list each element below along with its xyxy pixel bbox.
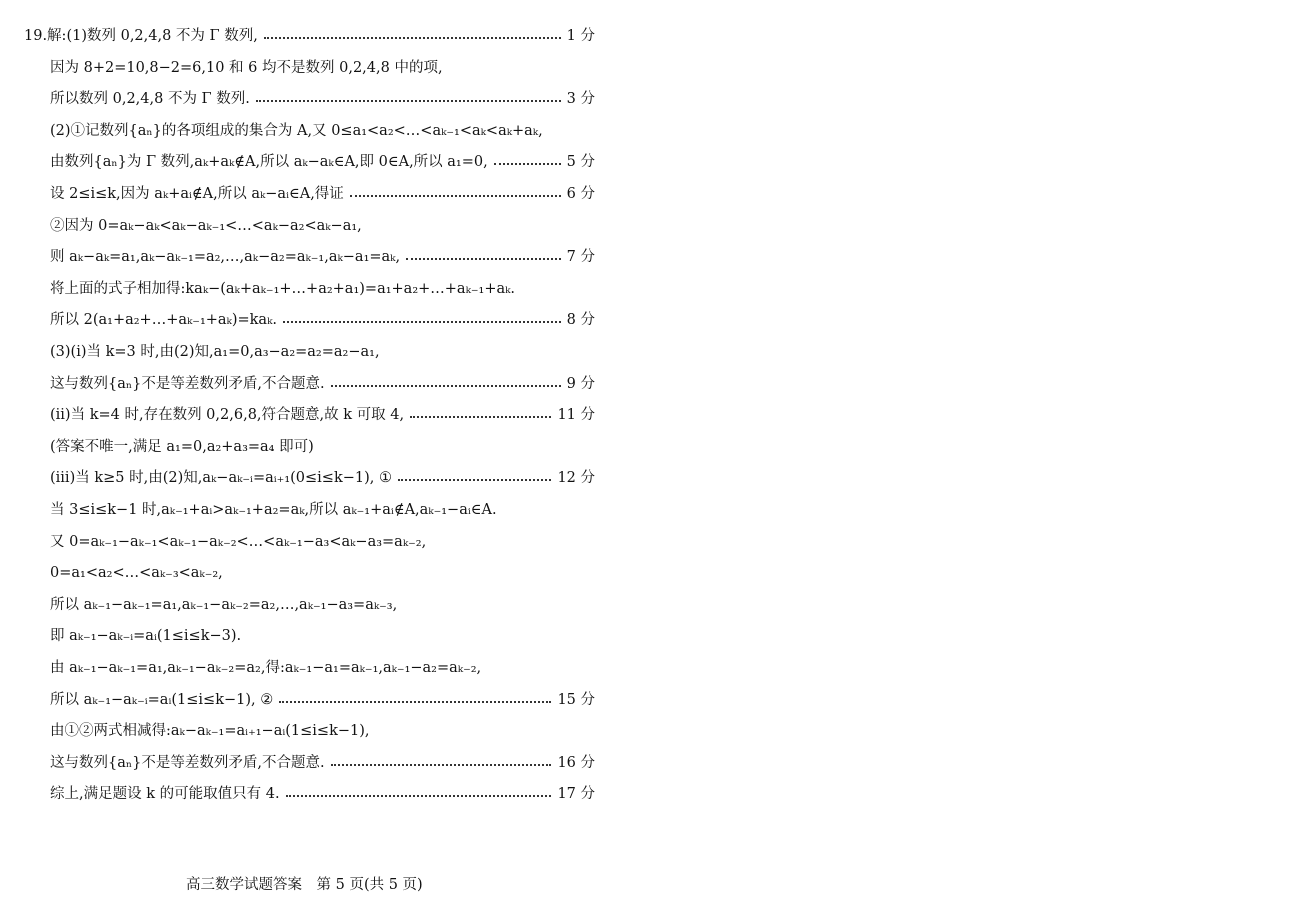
solution-line <box>50 686 595 714</box>
score-label: 16 分 <box>557 754 595 771</box>
dotted-leader <box>398 479 551 481</box>
score-label: 7 分 <box>566 249 595 266</box>
solution-line <box>50 338 595 366</box>
solution-line-text: 0=a₁<a₂<…<aₖ₋₃<aₖ₋₂, <box>50 565 223 582</box>
solution-line <box>50 622 595 650</box>
dotted-leader <box>331 385 561 387</box>
score-label: 12 分 <box>557 470 595 487</box>
dotted-leader <box>331 764 552 766</box>
solution-line <box>50 717 595 745</box>
solution-line <box>50 370 595 398</box>
score-label: 17 分 <box>557 786 595 803</box>
solution-line <box>50 180 595 208</box>
solution-line <box>50 85 595 113</box>
solution-line-text: (3)(i)当 k=3 时,由(2)知,a₁=0,a₃−a₂=a₂=a₂−a₁, <box>50 344 380 360</box>
solution-line <box>50 117 595 145</box>
score-label: 9 分 <box>566 375 595 392</box>
solution-line-text: 由数列{aₙ}为 Γ 数列,aₖ+aₖ∉A,所以 aₖ−aₖ∈A,即 0∈A,所以 a₁=0, <box>50 154 488 171</box>
solution-line-text: (2)①记数列{aₙ}的各项组成的集合为 A,又 0≤a₁<a₂<…<aₖ₋₁<aₖ<aₖ+aₖ, <box>50 122 543 139</box>
solution-line-text: 即 aₖ₋₁−aₖ₋ᵢ=aᵢ(1≤i≤k−3). <box>50 628 242 645</box>
dotted-leader <box>494 163 561 165</box>
solution-line-text: 所以 2(a₁+a₂+…+aₖ₋₁+aₖ)=kaₖ. <box>50 312 277 329</box>
score-label: 3 分 <box>566 91 595 108</box>
dotted-leader <box>286 795 552 797</box>
solution-line-text: 所以 aₖ₋₁−aₖ₋₁=a₁,aₖ₋₁−aₖ₋₂=a₂,…,aₖ₋₁−a₃=aₖ₋₃, <box>50 596 398 613</box>
score-label: 11 分 <box>557 407 595 424</box>
solution-line-text: 又 0=aₖ₋₁−aₖ₋₁<aₖ₋₁−aₖ₋₂<…<aₖ₋₁−a₃<aₖ−a₃=aₖ₋₂, <box>50 533 427 550</box>
solution-line-text: 所以 aₖ₋₁−aₖ₋ᵢ=aᵢ(1≤i≤k−1), ② <box>50 691 274 708</box>
dotted-leader <box>279 701 551 703</box>
solution-line-text: 综上,满足题设 k 的可能取值只有 4. <box>50 786 280 803</box>
solution-line-text: 当 3≤i≤k−1 时,aₖ₋₁+aᵢ>aₖ₋₁+a₂=aₖ,所以 aₖ₋₁+aᵢ∉A,aₖ₋₁−aᵢ∈A. <box>50 502 497 518</box>
solution-line <box>50 148 595 176</box>
score-label: 6 分 <box>566 186 595 202</box>
solution-line-text: 由 aₖ₋₁−aₖ₋₁=a₁,aₖ₋₁−aₖ₋₂=a₂,得:aₖ₋₁−a₁=aₖ₋₁,aₖ₋₁−a₂=aₖ₋₂, <box>50 660 482 676</box>
solution-line <box>50 401 595 429</box>
solution-line <box>50 496 595 524</box>
solution-line-text: (iii)当 k≥5 时,由(2)知,aₖ−aₖ₋ᵢ=aᵢ₊₁(0≤i≤k−1), ① <box>50 470 392 487</box>
solution-line-text: 则 aₖ−aₖ=a₁,aₖ−aₖ₋₁=a₂,…,aₖ−a₂=aₖ₋₁,aₖ−a₁=aₖ, <box>50 249 401 266</box>
solution-line <box>50 275 595 303</box>
solution-line <box>50 464 595 492</box>
dotted-leader <box>350 195 561 197</box>
solution-line-text: 因为 8+2=10,8−2=6,10 和 6 均不是数列 0,2,4,8 中的项, <box>50 59 443 76</box>
page-footer: 高三数学试题答案 第 5 页(共 5 页) <box>186 877 423 893</box>
solution-line <box>50 212 595 240</box>
dotted-leader <box>264 37 561 39</box>
solution-line <box>50 749 595 777</box>
solution-line-text: (ii)当 k=4 时,存在数列 0,2,6,8,符合题意,故 k 可取 4, <box>50 407 405 424</box>
solution-line <box>50 243 595 271</box>
solution-line <box>50 559 595 587</box>
dotted-leader <box>406 258 561 260</box>
score-label: 1 分 <box>566 28 595 44</box>
solution-line <box>50 654 595 682</box>
solution-line-text: 由①②两式相减得:aₖ−aₖ₋₁=aᵢ₊₁−aᵢ(1≤i≤k−1), <box>50 723 370 740</box>
dotted-leader <box>256 100 561 102</box>
solution-line-text: 这与数列{aₙ}不是等差数列矛盾,不合题意. <box>50 375 325 392</box>
solution-line-text: (答案不唯一,满足 a₁=0,a₂+a₃=a₄ 即可) <box>50 438 314 455</box>
solution-line <box>24 22 595 50</box>
score-label: 5 分 <box>566 154 595 171</box>
solution-line-text: 这与数列{aₙ}不是等差数列矛盾,不合题意. <box>50 754 325 771</box>
score-label: 15 分 <box>557 691 595 708</box>
solution-line <box>50 528 595 556</box>
solution-line <box>50 591 595 619</box>
solution-line <box>50 780 595 808</box>
solution-line <box>50 306 595 334</box>
dotted-leader <box>283 321 561 323</box>
solution-line-text: 19.解:(1)数列 0,2,4,8 不为 Γ 数列, <box>24 28 258 44</box>
solution-line-text: 所以数列 0,2,4,8 不为 Γ 数列. <box>50 91 250 108</box>
solution-line <box>50 54 595 82</box>
solution-line-text: ②因为 0=aₖ−aₖ<aₖ−aₖ₋₁<…<aₖ−a₂<aₖ−a₁, <box>50 217 362 234</box>
score-label: 8 分 <box>566 312 595 329</box>
dotted-leader <box>410 416 551 418</box>
solution-line-text: 设 2≤i≤k,因为 aₖ+aᵢ∉A,所以 aₖ−aᵢ∈A,得证 <box>50 186 344 202</box>
solution-line-text: 将上面的式子相加得:kaₖ−(aₖ+aₖ₋₁+…+a₂+a₁)=a₁+a₂+…+aₖ₋₁+aₖ. <box>50 280 516 297</box>
solution-line <box>50 433 595 461</box>
